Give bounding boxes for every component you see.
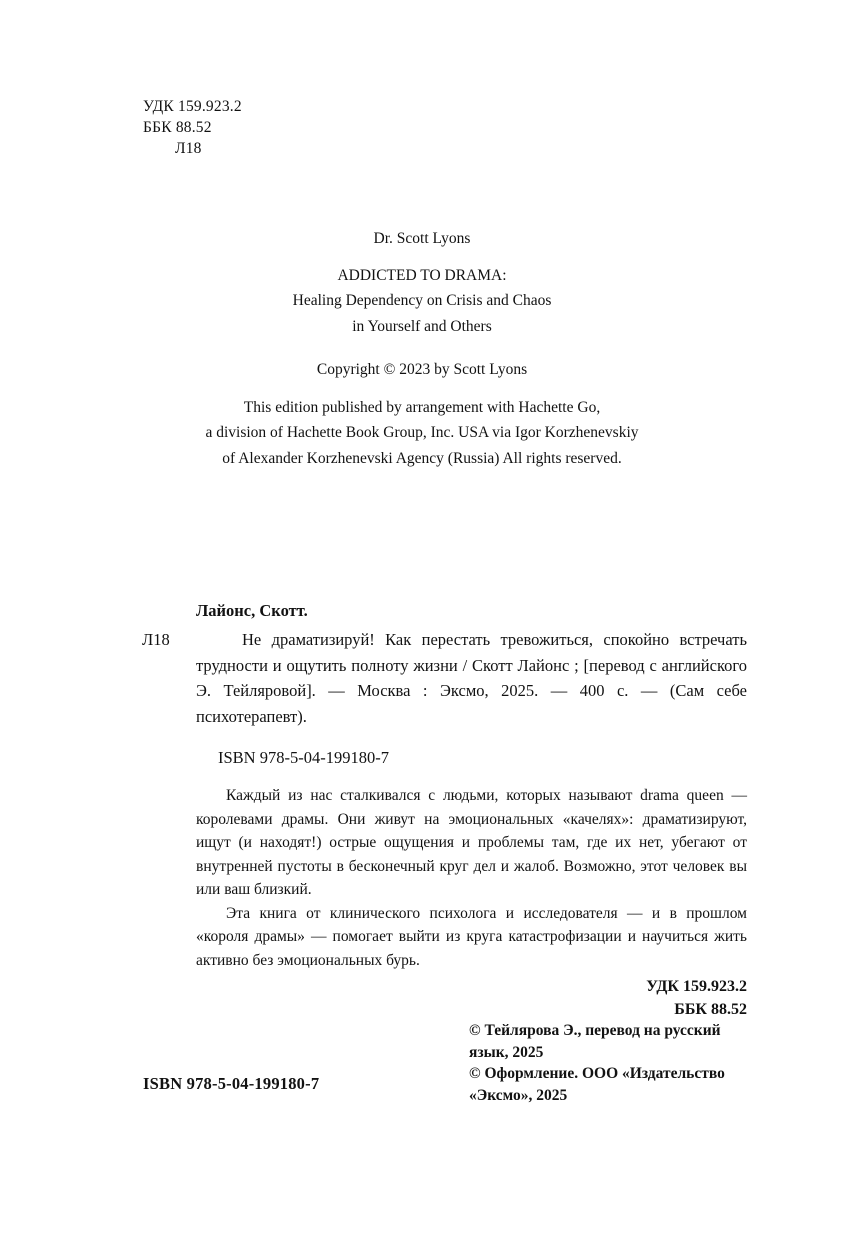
catalog-description-wrap xyxy=(142,627,747,729)
bbk-code-top: ББК 88.52 xyxy=(143,119,212,136)
author-sign-catalog: Л18 xyxy=(142,630,170,649)
rights-line-3: © Оформление. ООО «Издательство xyxy=(469,1065,725,1082)
rights-line-4: «Эксмо», 2025 xyxy=(469,1086,568,1104)
rights-block xyxy=(469,1020,759,1106)
cataloguing-block xyxy=(142,600,747,1021)
original-title-line-2: Healing Dependency on Crisis and Chaos xyxy=(292,292,552,309)
classification-codes-top xyxy=(143,96,242,159)
isbn-catalog: ISBN 978-5-04-199180-7 xyxy=(218,748,389,767)
udk-code-top: УДК 159.923.2 xyxy=(143,98,242,115)
rights-line-2: язык, 2025 xyxy=(469,1043,544,1061)
original-title-line-1: ADDICTED TO DRAMA: xyxy=(337,266,507,284)
rights-line-1: © Тейлярова Э., перевод на русский xyxy=(469,1022,721,1039)
annotation-paragraph-2: Эта книга от клинического психолога и исследователя — и в прошлом «короля драмы» — помогает выйти из круга катастрофизации и научиться жить активно без эмоциональных бурь. xyxy=(196,904,747,969)
catalog-description: Не драматизируй! Как перестать тревожиться, спокойно встречать трудности и ощутить полноту жизни / Скотт Лайонс ; [перевод с английского Э. Тейляровой]. — Москва : Эксмо, 2025. — 400 с. — (Сам себе психотерапевт). xyxy=(196,630,747,726)
udk-code-bottom: УДК 159.923.2 xyxy=(646,978,747,995)
annotation-paragraph-1: Каждый из нас сталкивался с людьми, которых называют drama queen — королевами драмы. Они живут на эмоциональных «качелях»: драматизируют, ищут (и находят!) острые ощущения и проблемы там, где их нет, убегают от внутренней пустоты в бесконечный круг дел и жалоб. Возможно, этот человек вы или ваш близкий. xyxy=(196,787,747,898)
permission-line-2: a division of Hachette Book Group, Inc. USA via Igor Korzhenevskiy xyxy=(205,424,639,441)
bbk-code-bottom: ББК 88.52 xyxy=(674,1000,747,1018)
original-author: Dr. Scott Lyons xyxy=(373,230,471,247)
catalog-author: Лайонс, Скотт. xyxy=(196,601,308,620)
isbn-bottom: ISBN 978-5-04-199180-7 xyxy=(143,1074,320,1093)
original-edition-block xyxy=(0,226,844,471)
original-copyright: Copyright © 2023 by Scott Lyons xyxy=(316,361,528,378)
permission-line-3: of Alexander Korzhenevski Agency (Russia) All rights reserved. xyxy=(222,449,622,467)
permission-block xyxy=(0,395,844,472)
permission-line-1: This edition published by arrangement with Hachette Go, xyxy=(243,398,601,416)
author-sign-top: Л18 xyxy=(175,140,202,157)
classification-codes-bottom xyxy=(196,976,747,1021)
original-title-line-3: in Yourself and Others xyxy=(352,317,492,335)
annotation-block xyxy=(196,784,747,972)
